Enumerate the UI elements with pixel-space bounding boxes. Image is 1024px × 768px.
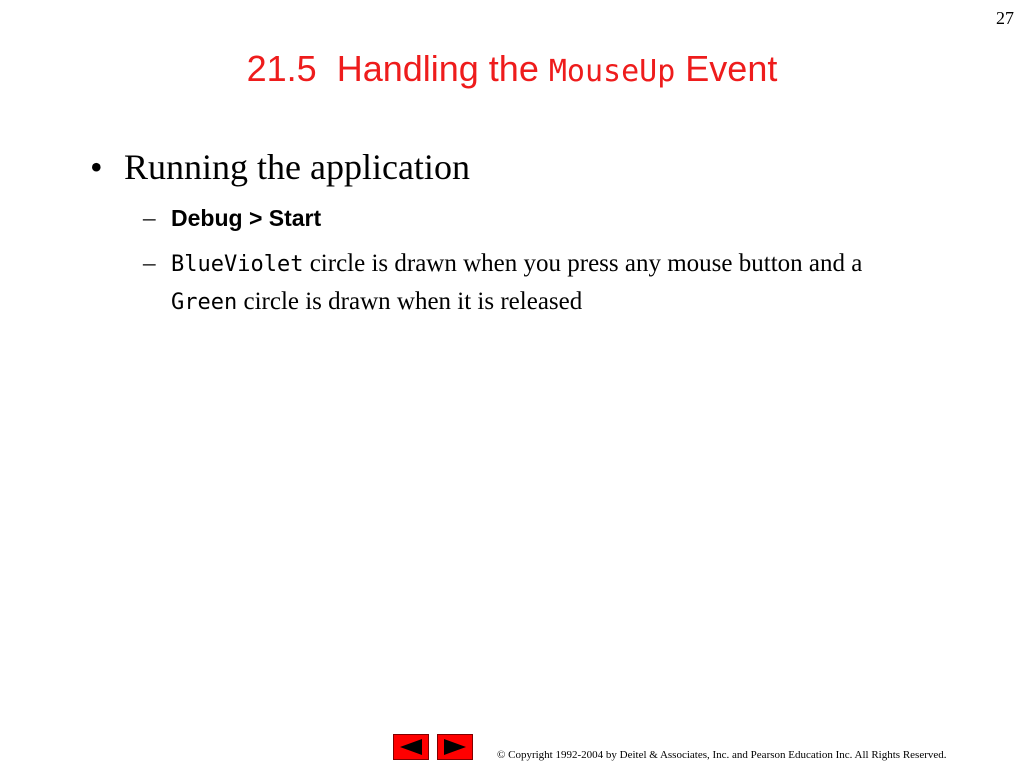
bullet-running-application: [90, 146, 470, 188]
title-code: MouseUp: [548, 54, 676, 89]
right-arrow-icon: [442, 738, 468, 756]
slide-title: [0, 48, 1024, 90]
bullet-dot: •: [90, 147, 103, 187]
bullet-text: Running the application: [124, 147, 470, 187]
sub-bullet-debug-start: [143, 200, 321, 237]
sub-bullet-circle-description: [143, 245, 903, 321]
next-slide-button[interactable]: [437, 734, 473, 760]
copyright-footer: © Copyright 1992-2004 by Deitel & Associates, Inc. and Pearson Education Inc. All Rights Reserved.: [497, 749, 947, 761]
sub-bullet-content: [171, 245, 903, 321]
dash-marker: –: [143, 250, 156, 277]
title-text-pre: Handling the: [336, 48, 549, 89]
code-blueviolet: BlueViolet: [171, 252, 304, 277]
section-number: 21.5: [246, 48, 317, 89]
slide-navigation: [393, 734, 473, 760]
left-arrow-icon: [398, 738, 424, 756]
menu-path: Debug > Start: [171, 205, 322, 231]
code-green: Green: [171, 290, 238, 315]
title-text-post: Event: [675, 48, 778, 89]
sub-text-2: circle is drawn when it is released: [237, 288, 583, 315]
dash-marker: –: [143, 205, 156, 232]
sub-text-1: circle is drawn when you press any mouse button and a: [303, 250, 863, 277]
previous-slide-button[interactable]: [393, 734, 429, 760]
slide-number: 27: [996, 8, 1014, 28]
